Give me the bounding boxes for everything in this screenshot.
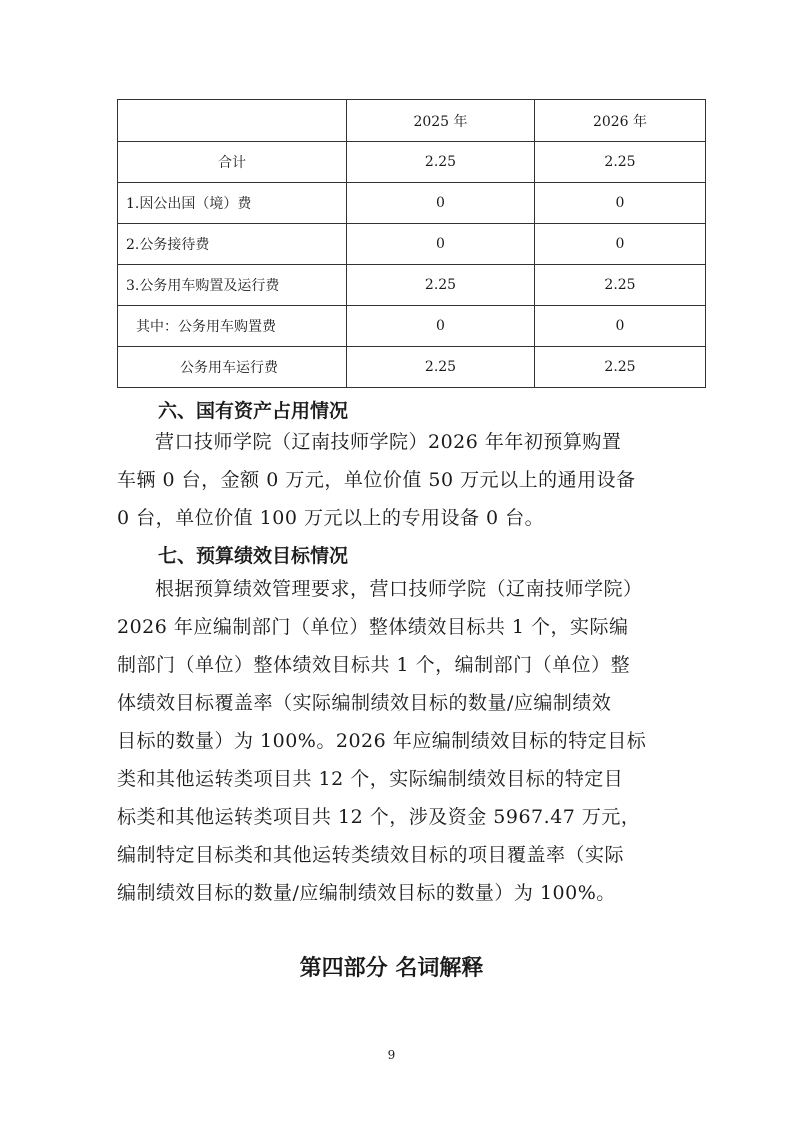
row-label: 1.因公出国（境）费 — [118, 183, 347, 224]
cell-value-2025: 2.25 — [347, 347, 535, 388]
table-header-cell — [118, 100, 347, 142]
table-header-cell: 2025 年 — [347, 100, 535, 142]
paragraph-line: 类和其他运转类项目共 12 个，实际编制绩效目标的特定目 — [117, 768, 624, 790]
paragraph-line: 制部门（单位）整体绩效目标共 1 个，编制部门（单位）整 — [117, 654, 631, 676]
paragraph-line: 根据预算绩效管理要求，营口技师学院（辽南技师学院） — [155, 578, 643, 600]
paragraph-line: 标类和其他运转类项目共 12 个，涉及资金 5967.47 万元， — [117, 806, 641, 828]
cell-value-2026: 2.25 — [535, 347, 706, 388]
cell-value-2025: 0 — [347, 224, 535, 265]
table-row — [118, 183, 706, 224]
paragraph-line: 营口技师学院（辽南技师学院）2026 年年初预算购置 — [155, 431, 622, 453]
row-label: 2.公务接待费 — [118, 224, 347, 265]
cell-value-2026: 0 — [535, 224, 706, 265]
row-label: 3.公务用车购置及运行费 — [118, 265, 347, 306]
cell-value-2026: 0 — [535, 306, 706, 347]
paragraph-line: 编制绩效目标的数量/应编制绩效目标的数量）为 100%。 — [117, 882, 616, 904]
cell-value-2026: 2.25 — [535, 265, 706, 306]
section6-heading: 六、国有资产占用情况 — [158, 400, 349, 422]
paragraph-line: 体绩效目标覆盖率（实际编制绩效目标的数量/应编制绩效 — [117, 692, 612, 714]
table-row — [118, 142, 706, 183]
section7-paragraph — [117, 570, 677, 912]
paragraph-line: 目标的数量）为 100%。2026 年应编制绩效目标的特定目标 — [117, 730, 647, 752]
cell-value-2025: 0 — [347, 183, 535, 224]
paragraph-line: 2026 年应编制部门（单位）整体绩效目标共 1 个，实际编 — [117, 616, 629, 638]
paragraph-line: 编制特定目标类和其他运转类绩效目标的项目覆盖率（实际 — [117, 844, 625, 866]
table-row — [118, 306, 706, 347]
table-header-cell: 2026 年 — [535, 100, 706, 142]
table-row — [118, 224, 706, 265]
cell-value-2025: 2.25 — [347, 142, 535, 183]
table-header-row — [118, 100, 706, 142]
paragraph-line: 车辆 0 台，金额 0 万元，单位价值 50 万元以上的通用设备 — [117, 469, 636, 491]
table-row — [118, 347, 706, 388]
row-label: 合计 — [118, 142, 347, 183]
cell-value-2025: 2.25 — [347, 265, 535, 306]
row-label: 其中：公务用车购置费 — [118, 306, 347, 347]
cell-value-2026: 2.25 — [535, 142, 706, 183]
section7-heading: 七、预算绩效目标情况 — [158, 545, 349, 567]
cell-value-2026: 0 — [535, 183, 706, 224]
table-row — [118, 265, 706, 306]
section6-paragraph — [117, 423, 677, 537]
cell-value-2025: 0 — [347, 306, 535, 347]
row-label: 公务用车运行费 — [118, 347, 347, 388]
budget-table — [117, 99, 706, 388]
page-number: 9 — [387, 1048, 396, 1062]
part-title: 第四部分 名词解释 — [299, 956, 484, 981]
paragraph-line: 0 台，单位价值 100 万元以上的专用设备 0 台。 — [117, 507, 545, 529]
